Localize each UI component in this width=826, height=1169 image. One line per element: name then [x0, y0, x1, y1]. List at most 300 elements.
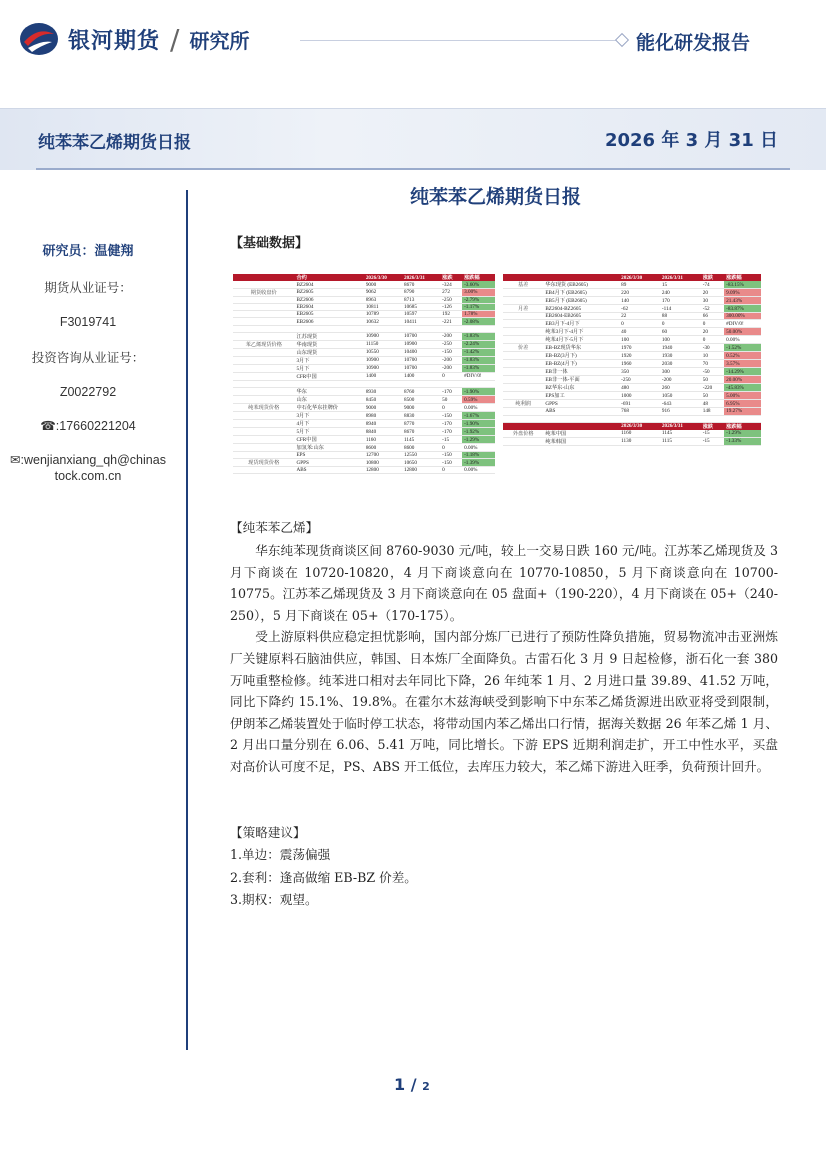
value-cell: 8600	[402, 444, 440, 452]
category-cell	[233, 428, 294, 436]
header-rule	[300, 40, 620, 41]
value-cell: BZ2606	[294, 296, 363, 303]
current-page: 1	[394, 1075, 406, 1094]
band-title: 纯苯苯乙烯期货日报	[38, 133, 191, 153]
value-cell: -126	[440, 304, 462, 311]
value-cell: 768	[619, 408, 660, 415]
strategy-item: 3.期权：观望。	[230, 892, 318, 908]
category-cell	[503, 415, 543, 422]
category-cell	[503, 352, 543, 360]
value-cell: 1930	[660, 352, 701, 360]
value-cell: -2.08%	[462, 318, 495, 325]
value-cell: -1.33%	[724, 437, 761, 445]
table-row	[233, 296, 495, 303]
table-row	[503, 320, 761, 328]
category-cell	[233, 364, 294, 372]
value-cell: 4月下	[294, 420, 363, 428]
category-cell	[233, 444, 294, 452]
value-cell: EB2605	[294, 311, 363, 318]
table-header-row	[233, 274, 495, 281]
table-row	[233, 436, 495, 444]
value-cell: -150	[440, 452, 462, 459]
value-cell: ABS	[294, 467, 363, 474]
value-cell: 0	[701, 320, 724, 328]
category-cell	[233, 325, 294, 332]
value-cell: 9000	[364, 281, 402, 288]
value-cell: 20	[701, 289, 724, 297]
value-cell: 0.00%	[462, 444, 495, 452]
value-cell: 0.52%	[724, 352, 761, 360]
value-cell: 3月下	[294, 356, 363, 364]
strategy-item: 1.单边：震荡偏强	[230, 847, 331, 863]
value-cell: 0.00%	[724, 336, 761, 344]
value-cell	[701, 415, 724, 422]
value-cell: 1050	[660, 392, 701, 400]
category-cell	[233, 412, 294, 420]
category-cell: 纯苯现货价格	[233, 404, 294, 412]
value-cell: 1145	[402, 436, 440, 444]
value-cell: 10811	[364, 304, 402, 311]
table-header-row	[503, 274, 761, 281]
value-cell: 纯苯中国	[543, 430, 619, 438]
value-cell: 中石化华东挂牌价	[294, 404, 363, 412]
category-cell: 纯利润	[503, 400, 543, 408]
value-cell: -1.18%	[462, 452, 495, 459]
value-cell: -1.29%	[462, 436, 495, 444]
value-cell: 50	[440, 396, 462, 404]
value-cell: -15	[701, 430, 724, 438]
logo-divider: /	[170, 22, 180, 56]
table-row	[233, 412, 495, 420]
table-row	[233, 348, 495, 356]
value-cell: 3.57%	[724, 360, 761, 368]
category-cell	[503, 328, 543, 336]
table-row	[233, 404, 495, 412]
category-cell	[503, 376, 543, 384]
value-cell: -170	[440, 428, 462, 436]
value-cell: 1920	[619, 352, 660, 360]
analyst-name: 研究员：温健翔	[42, 244, 134, 259]
value-cell: 1160	[619, 430, 660, 438]
value-cell	[364, 380, 402, 387]
value-cell	[462, 325, 495, 332]
value-cell: EB2604-EB2605	[543, 313, 619, 320]
category-cell	[233, 348, 294, 356]
value-cell: 12800	[402, 467, 440, 474]
value-cell: 60	[660, 328, 701, 336]
value-cell: -14.29%	[724, 368, 761, 376]
table-row	[503, 352, 761, 360]
header-cell: 涨跌幅	[724, 274, 761, 281]
value-cell: 8830	[402, 412, 440, 420]
category-cell	[503, 336, 543, 344]
total-pages: 2	[422, 1080, 430, 1093]
value-cell: -83.87%	[724, 305, 761, 313]
strategy-item: 2.套利：逢高做缩 EB-BZ 价差。	[230, 869, 417, 885]
header-cell: 涨跌	[440, 274, 462, 281]
value-cell: -52	[701, 305, 724, 313]
value-cell: -83.15%	[724, 281, 761, 289]
category-cell: 期货收盘价	[233, 288, 294, 296]
value-cell: 1960	[619, 360, 660, 368]
value-cell: EB非一体	[543, 368, 619, 376]
table-row	[233, 356, 495, 364]
value-cell: EPS	[294, 452, 363, 459]
table-row	[233, 318, 495, 325]
diamond-ornament-icon	[615, 33, 629, 47]
value-cell: -643	[660, 400, 701, 408]
category-cell	[503, 392, 543, 400]
value-cell: -250	[619, 376, 660, 384]
value-cell: 88	[660, 313, 701, 320]
value-cell: 3.00%	[462, 288, 495, 296]
value-cell: 纯苯4月下-5月下	[543, 336, 619, 344]
value-cell: 8600	[364, 444, 402, 452]
value-cell: 江苏现货	[294, 332, 363, 340]
category-cell	[233, 318, 294, 325]
value-cell: 10700	[402, 332, 440, 340]
value-cell: 华东	[294, 388, 363, 396]
category-cell: 苯乙烯现货价格	[233, 340, 294, 348]
table-row	[233, 444, 495, 452]
value-cell	[619, 415, 660, 422]
value-cell: 300	[660, 368, 701, 376]
table-row	[233, 340, 495, 348]
value-cell: -1.17%	[462, 304, 495, 311]
table-row	[503, 430, 761, 438]
category-cell	[233, 436, 294, 444]
value-cell: 山东	[294, 396, 363, 404]
value-cell: -221	[440, 318, 462, 325]
consult-label: 投资咨询从业证号：	[31, 350, 145, 365]
value-cell: 2026/3/30	[619, 422, 660, 430]
value-cell: -1.52%	[724, 344, 761, 352]
header-cell: 涨跌幅	[462, 274, 495, 281]
table-row	[503, 384, 761, 392]
value-cell: -1.42%	[462, 348, 495, 356]
value-cell: 3月下	[294, 412, 363, 420]
value-cell: 66	[701, 313, 724, 320]
company-name: 银河期货	[68, 28, 161, 54]
value-cell: 1160	[364, 436, 402, 444]
value-cell: -1.83%	[462, 364, 495, 372]
value-cell: -170	[440, 388, 462, 396]
value-cell: GPPS	[294, 459, 363, 467]
right-data-table	[503, 274, 761, 446]
value-cell: 50	[701, 376, 724, 384]
strategy-heading: 【策略建议】	[230, 825, 306, 840]
category-cell	[503, 422, 543, 430]
value-cell: -1.92%	[462, 428, 495, 436]
paragraph-spot: 华东纯苯现货商谈区间 8760-9030 元/吨，较上一交易日跌 160 元/吨。江苏苯乙烯现货及 3 月下商谈在 10720-10820，4 月下商谈意向在 10770-10850，5 月下商谈意向在 10700-10775。江苏苯乙烯现货及 3 月下商谈意向在 05 盘面+（190-220），4 月下商谈在 05+（240-250），5 月下商谈在 05+（170-175）。	[230, 543, 778, 623]
value-cell: 10632	[364, 318, 402, 325]
category-cell	[503, 384, 543, 392]
value-cell: -220	[701, 384, 724, 392]
value-cell: 8840	[364, 428, 402, 436]
strategy-section	[230, 822, 417, 912]
table-row	[233, 288, 495, 296]
value-cell: 1130	[619, 437, 660, 445]
market-commentary	[230, 540, 778, 778]
value-cell: 0	[440, 444, 462, 452]
value-cell: 70	[701, 360, 724, 368]
value-cell: 8713	[402, 296, 440, 303]
page-number: 1 / 2	[394, 1075, 430, 1094]
table-row	[503, 297, 761, 305]
category-cell	[233, 388, 294, 396]
table-row	[503, 281, 761, 289]
value-cell: 10685	[402, 304, 440, 311]
category-cell	[503, 297, 543, 305]
value-cell: 260	[660, 384, 701, 392]
header-cell: 2026/3/31	[402, 274, 440, 281]
category-cell	[503, 368, 543, 376]
value-cell: 350	[619, 368, 660, 376]
value-cell: #DIV/0!	[724, 320, 761, 328]
report-date: 2026 年 3 月 31 日	[604, 130, 778, 151]
value-cell: 1940	[660, 344, 701, 352]
value-cell	[294, 380, 363, 387]
value-cell: BZ2604	[294, 281, 363, 288]
value-cell: -1.90%	[462, 420, 495, 428]
table-row	[233, 372, 495, 380]
value-cell: -15	[440, 436, 462, 444]
table-row	[503, 360, 761, 368]
category-cell	[503, 408, 543, 415]
value-cell: 0	[440, 372, 462, 380]
table-row	[503, 392, 761, 400]
category-cell	[233, 396, 294, 404]
value-cell: 9000	[364, 404, 402, 412]
value-cell: 10900	[364, 364, 402, 372]
value-cell: -1.67%	[462, 412, 495, 420]
value-cell: 9062	[364, 288, 402, 296]
value-cell: BZ2604-BZ2605	[543, 305, 619, 313]
value-cell: 8450	[364, 396, 402, 404]
value-cell: 10550	[364, 348, 402, 356]
company-logo	[18, 20, 249, 58]
value-cell: 10789	[364, 311, 402, 318]
header-cell: 涨跌	[701, 274, 724, 281]
table-row	[503, 415, 761, 422]
cert-label: 期货从业证号：	[44, 280, 132, 295]
value-cell: 0	[660, 320, 701, 328]
table-row	[233, 364, 495, 372]
value-cell: 12800	[364, 467, 402, 474]
category-cell	[233, 452, 294, 459]
value-cell: -2.24%	[462, 340, 495, 348]
value-cell: 480	[619, 384, 660, 392]
table-row	[503, 400, 761, 408]
table-row	[233, 396, 495, 404]
paragraph-fundamentals: 受上游原料供应稳定担忧影响，国内部分炼厂已进行了预防性降负措施，贸易物流冲击亚洲炼厂关键原料石脑油供应，韩国、日本炼厂全面降负。古雷石化 3 月 9 日起检修，浙石化一套 380 万吨重整检修。纯苯进口相对去年同比下降，26 年纯苯 1 月、2 月进口量 39.89、41.52 万吨，同比下降约 15.1%、19.8%。在霍尔木兹海峡受到影响下中东苯乙烯货源进出欧亚将受到限制，伊朗苯乙烯装置处于临时停工状态，将带动国内苯乙烯出口行情，据海关数据 26 年苯乙烯 1 月、2 月出口量分别在 6.06、5.41 万吨，同比增长。下游 EPS 近期利润走扩，开工中性水平，买盘对高价认可度不足，PS、ABS 开工低位，去库压力较大，苯乙烯下游进入旺季，负荷预计回升。	[230, 629, 778, 774]
value-cell: -150	[440, 348, 462, 356]
value-cell: 0.00%	[462, 404, 495, 412]
value-cell: 192	[440, 311, 462, 318]
value-cell: 220	[619, 289, 660, 297]
value-cell: EB非一体-平面	[543, 376, 619, 384]
header-cell	[233, 274, 294, 281]
value-cell: 8670	[402, 281, 440, 288]
table-row	[233, 281, 495, 288]
value-cell: -45.83%	[724, 384, 761, 392]
value-cell: -1.29%	[724, 430, 761, 438]
table-row	[233, 380, 495, 387]
value-cell: -200	[440, 364, 462, 372]
value-cell: -150	[440, 412, 462, 420]
value-cell: 1145	[660, 430, 701, 438]
value-cell: 8963	[364, 296, 402, 303]
category-cell	[233, 304, 294, 311]
category-cell	[233, 332, 294, 340]
value-cell: 华东现货 (EB2605)	[543, 281, 619, 289]
value-cell: -691	[619, 400, 660, 408]
table-row	[503, 422, 761, 430]
category-cell	[503, 320, 543, 328]
value-cell: 10700	[402, 364, 440, 372]
value-cell: 10650	[402, 459, 440, 467]
category-cell	[503, 289, 543, 297]
value-cell: 40	[619, 328, 660, 336]
value-cell: 5月下	[294, 428, 363, 436]
value-cell: -150	[440, 459, 462, 467]
band-rule	[36, 168, 790, 170]
value-cell: 山东现货	[294, 348, 363, 356]
header-cell	[503, 274, 543, 281]
table-row	[503, 376, 761, 384]
value-cell: -200	[660, 376, 701, 384]
value-cell: 10	[701, 352, 724, 360]
value-cell: EB2604	[294, 304, 363, 311]
header-cell: 2026/3/31	[660, 274, 701, 281]
category-cell	[233, 296, 294, 303]
value-cell: 8670	[402, 428, 440, 436]
value-cell: 1970	[619, 344, 660, 352]
header-cell: 合约	[294, 274, 363, 281]
category-cell: 现货现货价格	[233, 459, 294, 467]
category-cell	[503, 437, 543, 445]
value-cell: 140	[619, 297, 660, 305]
table-row	[233, 420, 495, 428]
table-row	[503, 437, 761, 445]
value-cell: 8980	[364, 412, 402, 420]
value-cell: 300.00%	[724, 313, 761, 320]
value-cell: 22	[619, 313, 660, 320]
header-cell: 2026/3/30	[619, 274, 660, 281]
value-cell: 20.00%	[724, 376, 761, 384]
value-cell: EB-BZ(4月下)	[543, 360, 619, 368]
analyst-sidebar	[0, 240, 176, 502]
value-cell: 916	[660, 408, 701, 415]
value-cell: EB5月下 (EB2605)	[543, 297, 619, 305]
value-cell: -1.39%	[462, 459, 495, 467]
value-cell: 48	[701, 400, 724, 408]
sidebar-divider	[186, 190, 188, 1050]
value-cell: 148	[701, 408, 724, 415]
email-line1: ✉:wenjianxiang_qh@chinas	[10, 453, 166, 467]
galaxy-logo-icon	[18, 20, 60, 58]
value-cell: 5月下	[294, 364, 363, 372]
value-cell: -200	[440, 332, 462, 340]
value-cell: 12550	[402, 452, 440, 459]
consult-number: Z0022792	[59, 385, 117, 399]
value-cell: 10800	[364, 459, 402, 467]
value-cell: 2030	[660, 360, 701, 368]
table-row	[233, 388, 495, 396]
value-cell: 8940	[364, 420, 402, 428]
category-cell	[503, 360, 543, 368]
value-cell: 12700	[364, 452, 402, 459]
value-cell: -170	[440, 420, 462, 428]
value-cell: 涨跌幅	[724, 422, 761, 430]
table-row	[503, 313, 761, 320]
header-cell: 2026/3/30	[364, 274, 402, 281]
table-row	[503, 344, 761, 352]
table-row	[503, 289, 761, 297]
table-row	[233, 311, 495, 318]
value-cell: -74	[701, 281, 724, 289]
value-cell: -1.90%	[462, 388, 495, 396]
value-cell: 50.00%	[724, 328, 761, 336]
value-cell	[402, 380, 440, 387]
value-cell: 9.09%	[724, 289, 761, 297]
value-cell: -50	[701, 368, 724, 376]
value-cell: 20	[701, 328, 724, 336]
table-row	[233, 304, 495, 311]
value-cell: 100	[619, 336, 660, 344]
value-cell: 6.95%	[724, 400, 761, 408]
value-cell: EB4月下 (EB2605)	[543, 289, 619, 297]
value-cell: 加氢苯:山东	[294, 444, 363, 452]
value-cell: 1.78%	[462, 311, 495, 318]
value-cell: 0	[440, 467, 462, 474]
value-cell: 10900	[364, 356, 402, 364]
table-row	[233, 467, 495, 474]
value-cell: 纯苯韩国	[543, 437, 619, 445]
category-cell	[233, 467, 294, 474]
value-cell: BZ华东-山东	[543, 384, 619, 392]
value-cell	[543, 415, 619, 422]
value-cell: -62	[619, 305, 660, 313]
category-cell	[233, 281, 294, 288]
value-cell	[440, 380, 462, 387]
value-cell: 9000	[402, 404, 440, 412]
basic-data-heading: 【基础数据】	[230, 236, 309, 251]
category-cell: 外盘价格	[503, 430, 543, 438]
table-row	[233, 428, 495, 436]
value-cell: EB-BZ现货华东	[543, 344, 619, 352]
page-title: 纯苯苯乙烯期货日报	[410, 186, 582, 208]
value-cell: 8930	[364, 388, 402, 396]
value-cell	[724, 415, 761, 422]
value-cell: -250	[440, 340, 462, 348]
table-row	[233, 459, 495, 467]
value-cell: 1000	[619, 392, 660, 400]
category-cell: 月差	[503, 305, 543, 313]
table-row	[233, 452, 495, 459]
email-line2: tock.com.cn	[54, 469, 122, 483]
value-cell: 10900	[364, 332, 402, 340]
value-cell: GPPS	[543, 400, 619, 408]
category-cell: 价差	[503, 344, 543, 352]
dept-name: 研究所	[189, 28, 250, 53]
value-cell	[543, 422, 619, 430]
value-cell: EB-BZ(3月下)	[543, 352, 619, 360]
value-cell: -114	[660, 305, 701, 313]
category-cell	[233, 380, 294, 387]
table-row	[503, 328, 761, 336]
table-row	[503, 368, 761, 376]
